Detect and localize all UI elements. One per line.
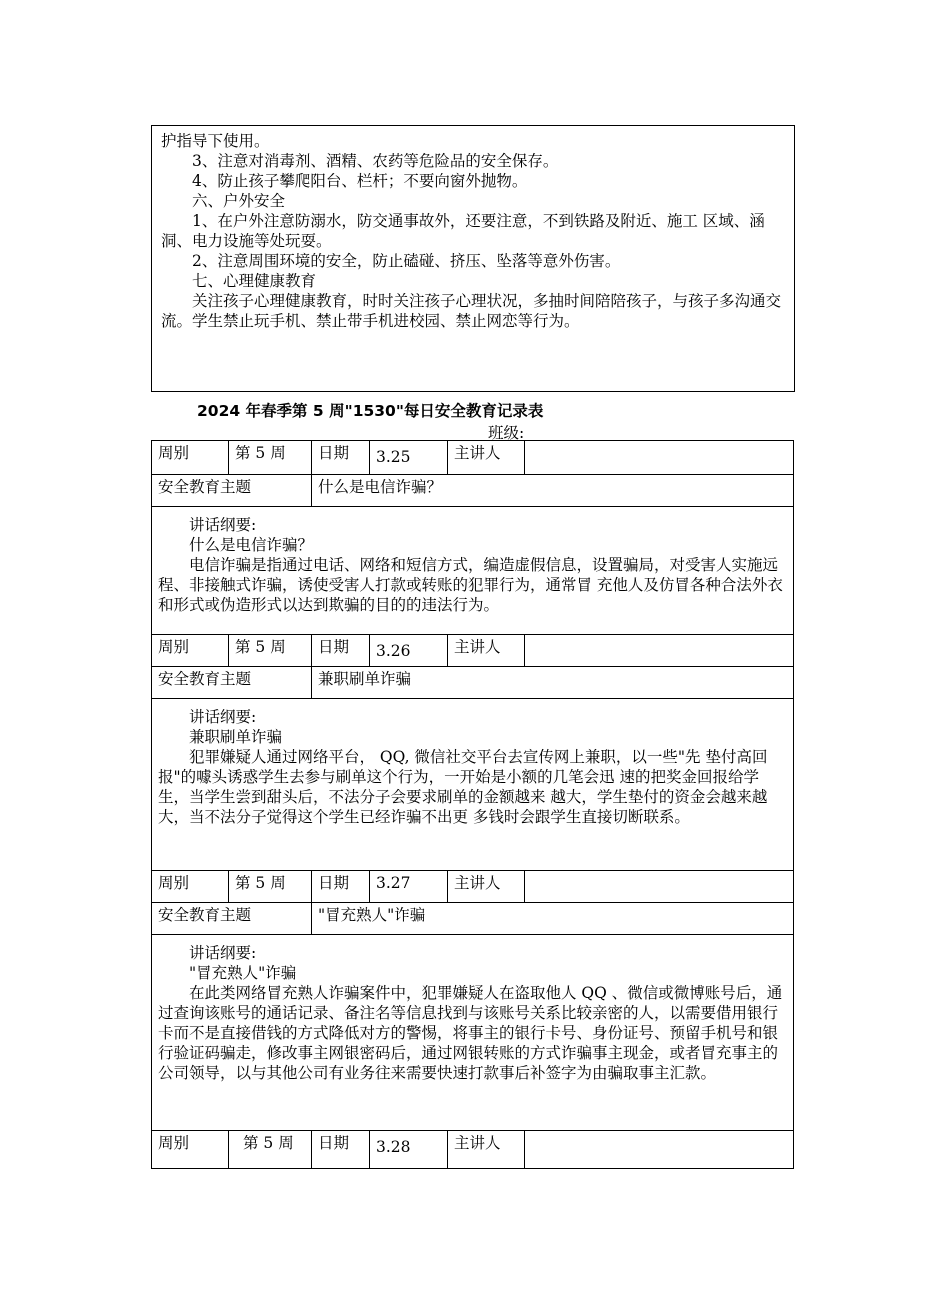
outline-cell — [152, 935, 794, 1131]
text-line: 3、注意对消毒剂、酒精、农药等危险品的安全保存。 — [192, 152, 559, 170]
outline-subtitle: 什么是电信诈骗？ — [189, 536, 314, 554]
topic-value: 兼职刷单诈骗 — [312, 667, 794, 699]
date-label: 日期 — [312, 871, 370, 903]
date-value: 3.26 — [370, 635, 448, 667]
table-row — [152, 441, 794, 475]
outline-subtitle: 兼职刷单诈骗 — [189, 728, 283, 746]
table-row — [152, 507, 794, 635]
table-row — [152, 871, 794, 903]
table-row — [152, 1131, 794, 1169]
speaker-label: 主讲人 — [448, 635, 525, 667]
date-value: 3.25 — [370, 441, 448, 475]
week-value: 第 5 周 — [229, 441, 312, 475]
week-label: 周别 — [152, 871, 229, 903]
outline-label: 讲话纲要: — [189, 516, 257, 534]
section-heading: 七、心理健康教育 — [192, 272, 317, 290]
date-value: 3.27 — [370, 871, 448, 903]
week-label: 周别 — [152, 441, 229, 475]
topic-label: 安全教育主题 — [152, 475, 312, 507]
text-line: 2、注意周围环境的安全，防止磕碰、挤压、坠落等意外伤害。 — [192, 252, 621, 270]
outline-subtitle: "冒充熟人"诈骗 — [189, 964, 297, 982]
topic-value: "冒充熟人"诈骗 — [312, 903, 794, 935]
week-value: 第 5 周 — [229, 1131, 312, 1169]
speaker-value — [525, 871, 794, 903]
outline-cell — [152, 699, 794, 871]
week-value: 第 5 周 — [229, 635, 312, 667]
topic-label: 安全教育主题 — [152, 903, 312, 935]
text-line: 4、防止孩子攀爬阳台、栏杆；不要向窗外抛物。 — [192, 172, 528, 190]
outline-body: 电信诈骗是指通过电话、网络和短信方式，编造虚假信息，设置骗局，对受害人实施远程、非接触式诈骗，诱使受害人打款或转账的犯罪行为，通常冒 充他人及仿冒各种合法外衣和形式或伪造形式以达到欺骗的目的的违法行为。 — [158, 556, 783, 614]
table-row — [152, 935, 794, 1131]
topic-label: 安全教育主题 — [152, 667, 312, 699]
table-row — [152, 903, 794, 935]
table-row — [152, 475, 794, 507]
table-row — [152, 635, 794, 667]
topic-value: 什么是电信诈骗？ — [312, 475, 794, 507]
speaker-value — [525, 635, 794, 667]
week-label: 周别 — [152, 635, 229, 667]
text-line: 护指导下使用。 — [161, 132, 270, 150]
speaker-label: 主讲人 — [448, 441, 525, 475]
week-value: 第 5 周 — [229, 871, 312, 903]
speaker-value — [525, 1131, 794, 1169]
section-heading: 六、户外安全 — [192, 192, 286, 210]
table-row — [152, 699, 794, 871]
outline-cell — [152, 507, 794, 635]
table-row — [152, 667, 794, 699]
safety-record-table — [151, 440, 794, 1169]
speaker-value — [525, 441, 794, 475]
outline-label: 讲话纲要: — [189, 944, 257, 962]
speaker-label: 主讲人 — [448, 1131, 525, 1169]
date-label: 日期 — [312, 635, 370, 667]
text-line: 关注孩子心理健康教育，时时关注孩子心理状况，多抽时间陪陪孩子，与孩子多沟通交流。学生禁止玩手机、禁止带手机进校园、禁止网恋等行为。 — [161, 292, 782, 330]
date-value: 3.28 — [370, 1131, 448, 1169]
class-label: 班级: — [488, 424, 525, 442]
date-label: 日期 — [312, 441, 370, 475]
date-label: 日期 — [312, 1131, 370, 1169]
text-line: 1、在户外注意防溺水，防交通事故外，还要注意，不到铁路及附近、施工 区域、涵洞、电力设施等处玩耍。 — [161, 212, 765, 250]
outline-label: 讲话纲要: — [189, 708, 257, 726]
page-title: 2024 年春季第 5 周"1530"每日安全教育记录表 — [197, 402, 544, 420]
week-label: 周别 — [152, 1131, 229, 1169]
outline-body: 犯罪嫌疑人通过网络平台， QQ, 微信社交平台去宣传网上兼职，以一些"先 垫付高回报"的噱头诱惑学生去参与刷单这个行为，一开始是小额的几笔会迅 速的把奖金回报给学生，当学生尝到甜头后，不法分子会要求刷单的金额越来 越大，学生垫付的资金会越来越大，当不法分子觉得这个学生已经诈骗不出更 多钱时会跟学生直接切断联系。 — [158, 748, 768, 826]
speaker-label: 主讲人 — [448, 871, 525, 903]
previous-record-box — [151, 125, 795, 392]
outline-body: 在此类网络冒充熟人诈骗案件中，犯罪嫌疑人在盗取他人 QQ 、微信或微博账号后，通过查询该账号的通话记录、备注名等信息找到与该账号关系比较亲密的人，以需要借用银行卡而不是直接借钱的方式降低对方的警惕，将事主的银行卡号、身份证号、预留手机号和银行验证码骗走，修改事主网银密码后，通过网银转账的方式诈骗事主现金，或者冒充事主的公司领导，以与其他公司有业务往来需要快速打款事后补签字为由骗取事主汇款。 — [158, 984, 783, 1082]
